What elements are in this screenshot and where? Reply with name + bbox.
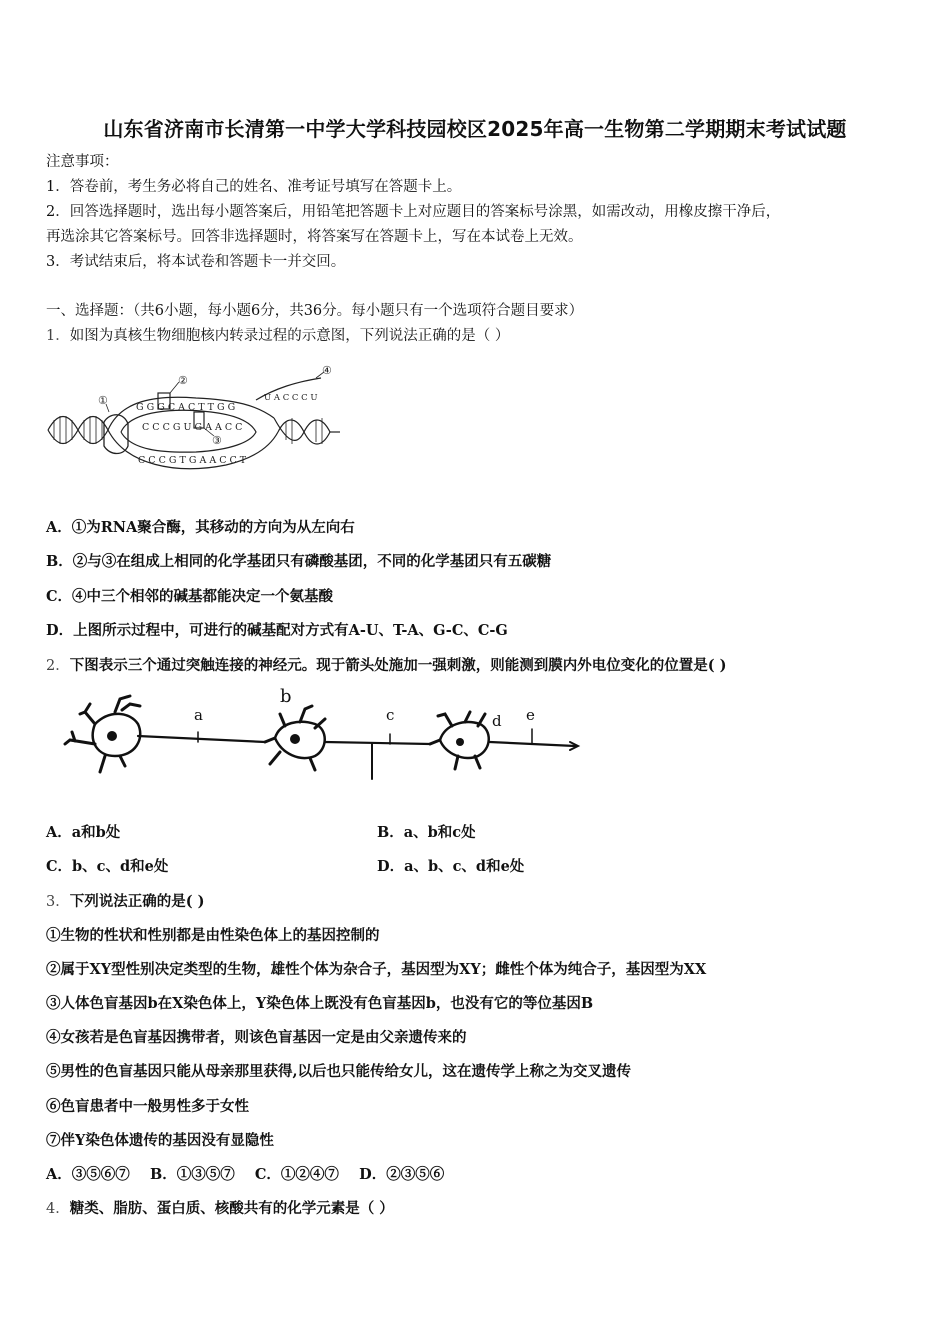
question-1-option-c: C．④中三个相邻的碱基都能决定一个氨基酸 (46, 588, 334, 605)
rna-leaving-strand: U A C C C U (264, 393, 318, 403)
label-e: e (526, 706, 535, 724)
question-4-stem (46, 1199, 394, 1219)
label-b: b (280, 686, 292, 707)
section-heading: 一、选择题：（共6小题，每小题6分，共36分。每小题只有一个选项符合题目要求） (46, 303, 584, 319)
question-2-number: 2． (46, 658, 70, 674)
notice-item-2: 2．回答选择题时，选出每小题答案后，用铅笔把答题卡上对应题目的答案标号涂黑，如需改动，用橡皮擦干净后， (46, 204, 781, 220)
label-a: a (194, 706, 203, 724)
question-3-statement-7: ⑦伴Y染色体遗传的基因没有显隐性 (46, 1132, 274, 1149)
question-3-options: A．③⑤⑥⑦ B．①③⑤⑦ C．①②④⑦ D．②③⑤⑥ (46, 1166, 445, 1183)
question-2-text: 下图表示三个通过突触连接的神经元。现于箭头处施加一强刺激，则能测到膜内外电位变化的位置是( ) (69, 657, 727, 674)
notice-item-1: 1．答卷前，考生务必将自己的姓名、准考证号填写在答题卡上。 (46, 179, 462, 195)
question-1-option-a: A．①为RNA聚合酶，其移动的方向为从左向右 (46, 519, 355, 536)
notice-item-3: 3．考试结束后，将本试卷和答题卡一并交回。 (46, 254, 346, 270)
marker-4: ④ (322, 364, 332, 377)
question-3-statement-4: ④女孩若是色盲基因携带者，则该色盲基因一定是由父亲遗传来的 (46, 1029, 467, 1046)
question-3-statement-2: ②属于XY型性别决定类型的生物，雄性个体为杂合子，基因型为XY；雌性个体为纯合子，基因型为XX (46, 961, 707, 978)
dna-bottom-strand: C C C G T G A A C C T (138, 455, 247, 466)
exam-title: 山东省济南市长清第一中学大学科技园校区2025年高一生物第二学期期末考试试题 (103, 117, 847, 141)
question-3-statement-3: ③人体色盲基因b在X染色体上，Y染色体上既没有色盲基因b，也没有它的等位基因B (46, 995, 594, 1012)
question-4-text: 糖类、脂肪、蛋白质、核酸共有的化学元素是（ ） (69, 1200, 394, 1217)
question-1-option-b: B．②与③在组成上相同的化学基团只有磷酸基团，不同的化学基团只有五碳糖 (46, 553, 552, 570)
label-c: c (386, 706, 395, 724)
dna-top-strand: G G G C A C T T G G (136, 402, 236, 413)
question-3-text: 下列说法正确的是( ) (69, 893, 205, 910)
question-2-option-c: C．b、c、d和e处 (46, 858, 169, 875)
question-1-number: 1． (46, 328, 70, 344)
question-2-option-a: A．a和b处 (46, 824, 121, 841)
question-3-statement-5: ⑤男性的色盲基因只能从母亲那里获得,以后也只能传给女儿，这在遗传学上称之为交叉遗传 (46, 1063, 632, 1080)
question-2-option-d: D．a、b、c、d和e处 (377, 858, 525, 875)
notice-item-2-cont: 再选涂其它答案标号。回答非选择题时，将答案写在答题卡上，写在本试卷上无效。 (46, 229, 583, 245)
notice-heading: 注意事项： (46, 154, 119, 170)
question-1-option-d: D．上图所示过程中，可进行的碱基配对方式有A-U、T-A、G-C、C-G (46, 622, 508, 639)
question-3-stem (46, 892, 205, 912)
question-3-statement-1: ①生物的性状和性别都是由性染色体上的基因控制的 (46, 927, 380, 944)
question-2-stem (46, 656, 727, 676)
rna-middle-strand: C C C G U G A A C C (142, 422, 243, 433)
marker-1: ① (98, 394, 108, 407)
label-d: d (492, 712, 502, 730)
question-3-statement-6: ⑥色盲患者中一般男性多于女性 (46, 1098, 249, 1115)
question-1-text: 如图为真核生物细胞核内转录过程的示意图，下列说法正确的是（ ） (69, 328, 510, 344)
marker-3: ③ (212, 434, 222, 447)
question-2-option-b: B．a、b和c处 (377, 824, 476, 841)
marker-2: ② (178, 374, 188, 387)
neuron-diagram (60, 684, 590, 789)
question-4-number: 4． (46, 1201, 70, 1217)
question-3-number: 3． (46, 894, 70, 910)
question-1-stem (46, 326, 509, 346)
transcription-diagram (46, 360, 346, 480)
